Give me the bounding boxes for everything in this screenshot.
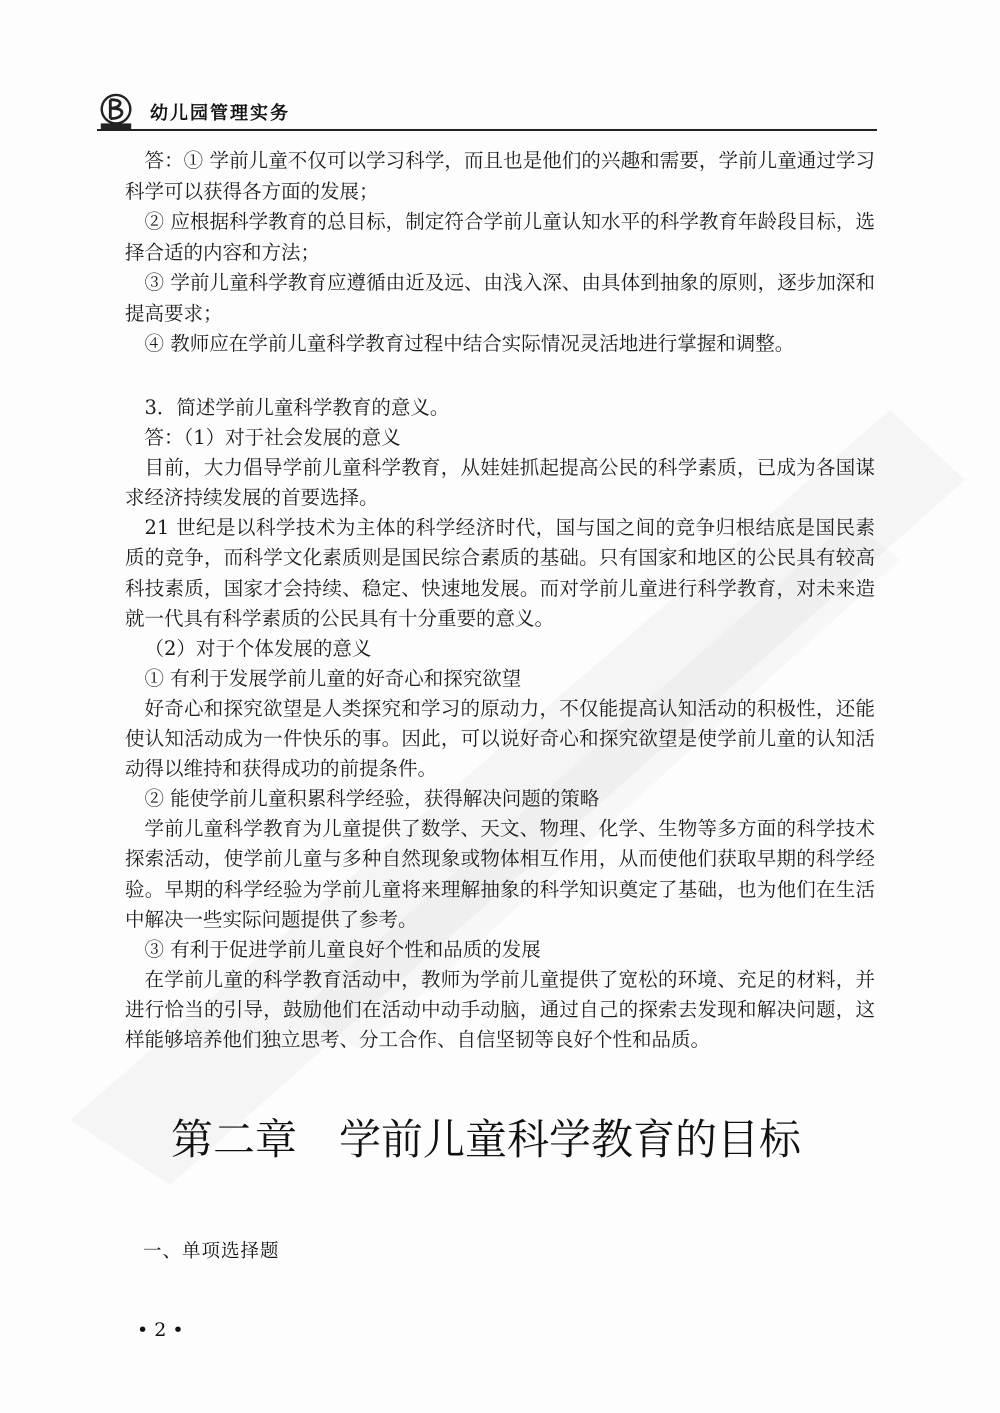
answer-point-2: ② 应根据科学教育的总目标，制定符合学前儿童认知水平的科学教育年龄段目标，选择合适的内容和方法； (125, 210, 875, 264)
point-1-title: ① 有利于发展学前儿童的好奇心和探究欲望 (144, 666, 522, 690)
chapter-title: 第二章 学前儿童科学教育的目标 (170, 1115, 801, 1164)
question-3-text: 3．简述学前儿童科学教育的意义。 (144, 396, 450, 419)
header-rule (97, 129, 877, 131)
point-2-text: 学前儿童科学教育为儿童提供了数学、天文、物理、化学、生物等多方面的科学技术探索活动，使学前儿童与多种自然现象或物体相互作用，从而使他们获取早期的科学经验。早期的科学经验为学前儿童将来理解抽象的科学知识奠定了基础，也为他们在生活中解决一些实际问题提供了参考。 (125, 817, 875, 931)
answer-point-1: 答：① 学前儿童不仅可以学习科学，而且也是他们的兴趣和需要，学前儿童通过学习科学可以获得各方面的发展； (125, 149, 875, 203)
publisher-logo-icon (97, 92, 135, 132)
answer-heading-social: 答：（1）对于社会发展的意义 (144, 426, 401, 450)
social-paragraph-2: 21 世纪是以科学技术为主体的科学经济时代，国与国之间的竞争归根结底是国民素质的竞争，而科学文化素质则是国民综合素质的基础。只有国家和地区的公民具有较高科技素质，国家才会持续、稳定、快速地发展。而对学前儿童进行科学教育，对未来造就一代具有科学素质的公民具有十分重要的意义。 (125, 516, 875, 630)
point-1-text: 好奇心和探究欲望是人类探究和学习的原动力，不仅能提高认知活动的积极性，还能使认知活动成为一件快乐的事。因此，可以说好奇心和探究欲望是使学前儿童的认知活动得以维持和获得成功的前提条件。 (125, 696, 875, 781)
running-header-title: 幼儿园管理实务 (150, 103, 290, 124)
answer-heading-individual: （2）对于个体发展的意义 (144, 636, 372, 660)
publisher-logo (97, 92, 135, 132)
point-2-title: ② 能使学前儿童积累科学经验，获得解决问题的策略 (144, 787, 600, 811)
social-paragraph-1: 目前，大力倡导学前儿童科学教育，从娃娃抓起提高公民的科学素质，已成为各国谋求经济持续发展的首要选择。 (125, 456, 875, 510)
point-3-title: ③ 有利于促进学前儿童良好个性和品质的发展 (144, 937, 541, 961)
page-number: • 2 • (137, 1319, 184, 1341)
answer-point-3: ③ 学前儿童科学教育应遵循由近及远、由浅入深、由具体到抽象的原则，逐步加深和提高要求； (125, 271, 875, 325)
previous-answer-block (125, 146, 875, 360)
point-3-text: 在学前儿童的科学教育活动中，教师为学前儿童提供了宽松的环境、充足的材料，并进行恰当的引导，鼓励他们在活动中动手动脑，通过自己的探索去发现和解决问题，这样能够培养他们独立思考、分工合作、自信坚韧等良好个性和品质。 (125, 967, 875, 1051)
section-heading: 一、单项选择题 (143, 1241, 280, 1262)
answer-point-4: ④ 教师应在学前儿童科学教育过程中结合实际情况灵活地进行掌握和调整。 (144, 332, 795, 355)
question-3-block (125, 393, 875, 1055)
